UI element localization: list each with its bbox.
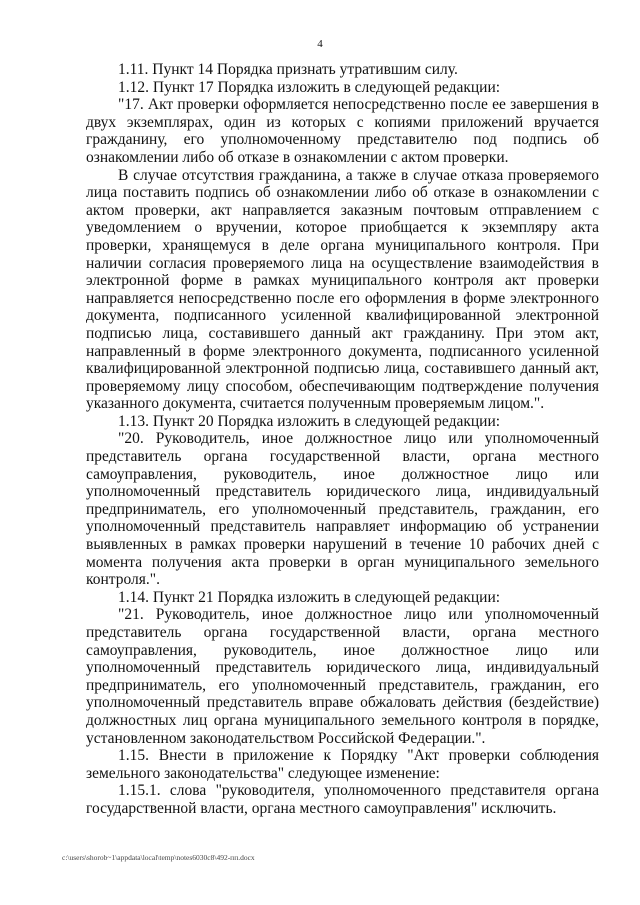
paragraph-item-17-continued: В случае отсутствия гражданина, а также в случае отказа проверяемого лица поставить подпись об ознакомлении либо об отказе в ознакомлении с актом проверки, акт направляется заказным почтовым отправлением с уведомлением о вручении, которое приобщается к экземпляру акта проверки, хранящемуся в деле органа муниципального контроля. При наличии согласия проверяемого лица на осуществление взаимодействия в электронной форме в рамках муниципального контроля акт проверки направляется непосредственно после его оформления в форме электронного документа, подписанного усиленной квалифицированной электронной подписью лица, составившего данный акт гражданину. При этом акт, направленный в форме электронного документа, подписанного усиленной квалифицированной электронной подписью лица, составившего данный акт, проверяемому лицу способом, обеспечивающим подтверждение получения указанного документа, считается полученным проверяемым лицом.". (86, 166, 599, 413)
paragraph-item-21: "21. Руководитель, иное должностное лицо или уполномоченный представитель органа государственной власти, органа местного самоуправления, руководитель, иное должностное лицо или уполномоченный представитель юридического лица, индивидуальный предприниматель, его уполномоченный представитель, гражданин, его уполномоченный представитель вправе обжаловать действия (бездействие) должностных лиц органа муниципального земельного контроля в порядке, установленном законодательством Российской Федерации.". (86, 606, 599, 747)
paragraph-item-20: "20. Руководитель, иное должностное лицо или уполномоченный представитель органа государственной власти, органа местного самоуправления, руководитель, иное должностное лицо или уполномоченный представитель юридического лица, индивидуальный предприниматель, его уполномоченный представитель, гражданин, его уполномоченный представитель направляет информацию об устранении выявленных в рамках проверки нарушений в течение 10 рабочих дней с момента получения акта проверки в орган муниципального земельного контроля.". (86, 430, 599, 589)
paragraph-1-15: 1.15. Внести в приложение к Порядку "Акт проверки соблюдения земельного законодательства" следующее изменение: (86, 747, 599, 782)
paragraph-1-11: 1.11. Пункт 14 Порядка признать утратившим силу. (118, 61, 458, 78)
paragraph-1-13: 1.13. Пункт 20 Порядка изложить в следующей редакции: (118, 412, 501, 430)
document-body (86, 61, 599, 818)
footer-file-path: c:\users\shorob~1\appdata\local\temp\notes6030c8\492-пп.docx (62, 853, 255, 862)
paragraph-1-15-1: 1.15.1. слова "руководителя, уполномоченного представителя органа государственной власти, органа местного самоуправления" исключить. (86, 782, 599, 817)
paragraph-1-12: 1.12. Пункт 17 Порядка изложить в следующей редакции: (118, 78, 501, 96)
paragraph-item-17: "17. Акт проверки оформляется непосредственно после ее завершения в двух экземплярах, один из которых с копиями приложений вручается гражданину, его уполномоченному представителю под подпись об ознакомлении либо об отказе в ознакомлении с актом проверки. (86, 96, 599, 166)
paragraph-1-14: 1.14. Пункт 21 Порядка изложить в следующей редакции: (118, 588, 501, 606)
page-number: 4 (317, 38, 323, 50)
